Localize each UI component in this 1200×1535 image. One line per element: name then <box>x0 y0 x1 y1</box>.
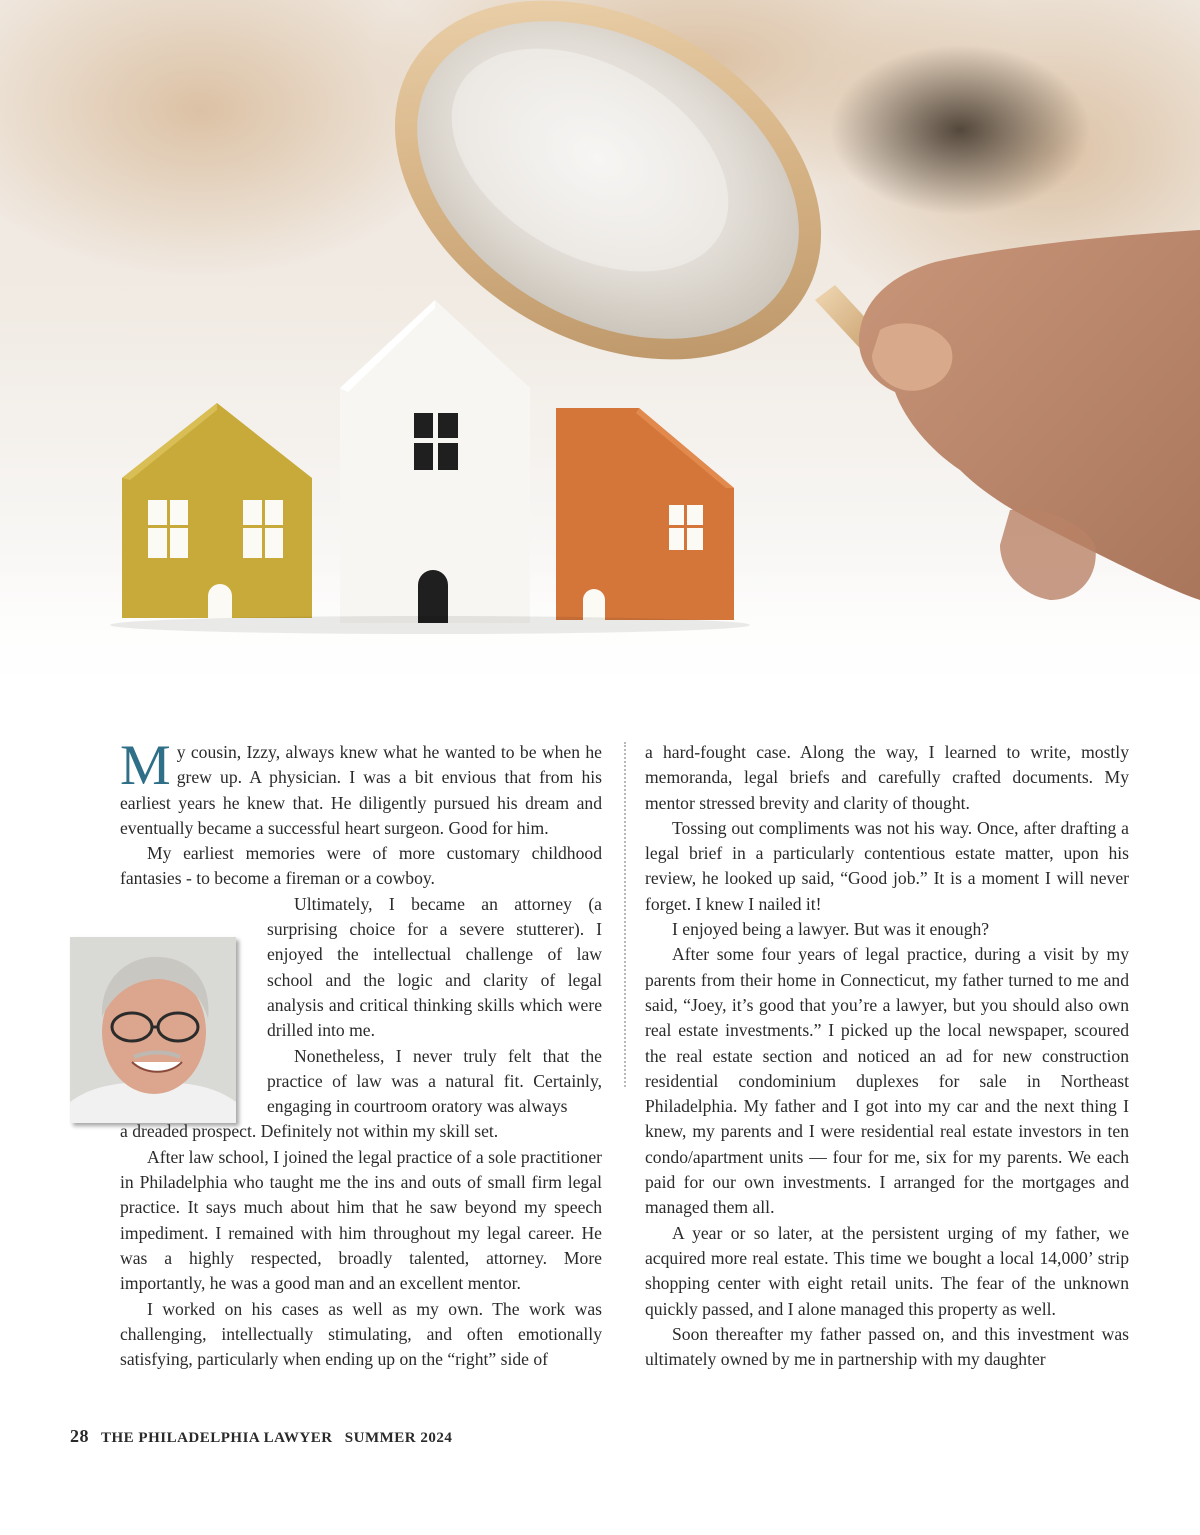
article-paragraph: I enjoyed being a lawyer. But was it enough? <box>672 919 990 940</box>
article-paragraph: I worked on his cases as well as my own. The work was challenging, intellectually stimulating, and often emotionally satisfying, particularly when ending up on the “right” side of <box>120 1298 602 1370</box>
drop-cap: M <box>120 734 171 797</box>
article-paragraph: Soon thereafter my father passed on, and this investment was ultimately owned by me in partnership with my daughter <box>645 1323 1129 1370</box>
article-paragraph: After law school, I joined the legal practice of a sole practitioner in Philadelphia who taught me the ins and outs of small firm legal practice. It says much about him that he saw beyond my speech impediment. I remained with him throughout my legal career. He was a highly respected, broadly talented, attorney. More importantly, he was a good man and an excellent mentor. <box>120 1146 602 1294</box>
article-paragraph <box>120 734 602 841</box>
issue-date: SUMMER 2024 <box>344 1430 453 1446</box>
article-paragraph: a dreaded prospect. Definitely not within my skill set. <box>120 1121 499 1142</box>
article-paragraph: After some four years of legal practice, during a visit by my parents from their home in Connecticut, my father turned to me and said, “Joey, it’s good that you’re a lawyer, but you should also own real estate investments.” I picked up the local newspaper, scoured the real estate section and noticed an ad for new construction residential condominium duplexes for sale in Northeast Philadelphia. My father and I got into my car and the next thing I knew, my parents and I were residential real estate investors in ten condo/apartment units — four for me, six for my parents. We each paid for our own investments. I arranged for the mortgages and managed them all. <box>645 944 1129 1218</box>
publication-name: THE PHILADELPHIA LAWYER <box>100 1430 333 1446</box>
article-paragraph: Tossing out compliments was not his way. Once, after drafting a legal brief in a particularly contentious estate matter, upon his review, he looked up said, “Good job.” It is a moment I will never forget. I knew I nailed it! <box>645 817 1129 914</box>
paragraph-text: y cousin, Izzy, always knew what he wanted to be when he grew up. A physician. I was a bit envious that from his earliest years he knew that. He diligently pursued his dream and eventually became a successful heart surgeon. Good for him. <box>120 742 602 838</box>
article-column-right <box>645 740 1129 1372</box>
article-paragraph: A year or so later, at the persistent urging of my father, we acquired more real estate. This time we bought a local 14,000’ strip shopping center with eight retail units. The fear of the unknown quickly passed, and I alone managed this property as well. <box>645 1222 1129 1319</box>
article-paragraph: Nonetheless, I never truly felt that the practice of law was a natural fit. Certainly, engaging in courtroom oratory was always <box>267 1045 602 1117</box>
hero-image <box>0 0 1200 700</box>
page-number: 28 <box>70 1426 89 1446</box>
page-footer <box>70 1426 452 1447</box>
article-paragraph: a hard-fought case. Along the way, I learned to write, mostly memoranda, legal briefs and carefully crafted documents. My mentor stressed brevity and clarity of thought. <box>645 742 1129 813</box>
column-divider <box>624 742 626 1087</box>
article-paragraph: My earliest memories were of more customary childhood fantasies - to become a fireman or a cowboy. <box>120 843 602 889</box>
article-paragraph: Ultimately, I became an attorney (a surprising choice for a severe stutterer). I enjoyed the intellectual challenge of law school and the logic and clarity of legal analysis and critical thinking skills which were drilled into me. <box>267 893 602 1041</box>
hero-illustration <box>0 0 1200 700</box>
article-column-left <box>120 734 602 1372</box>
